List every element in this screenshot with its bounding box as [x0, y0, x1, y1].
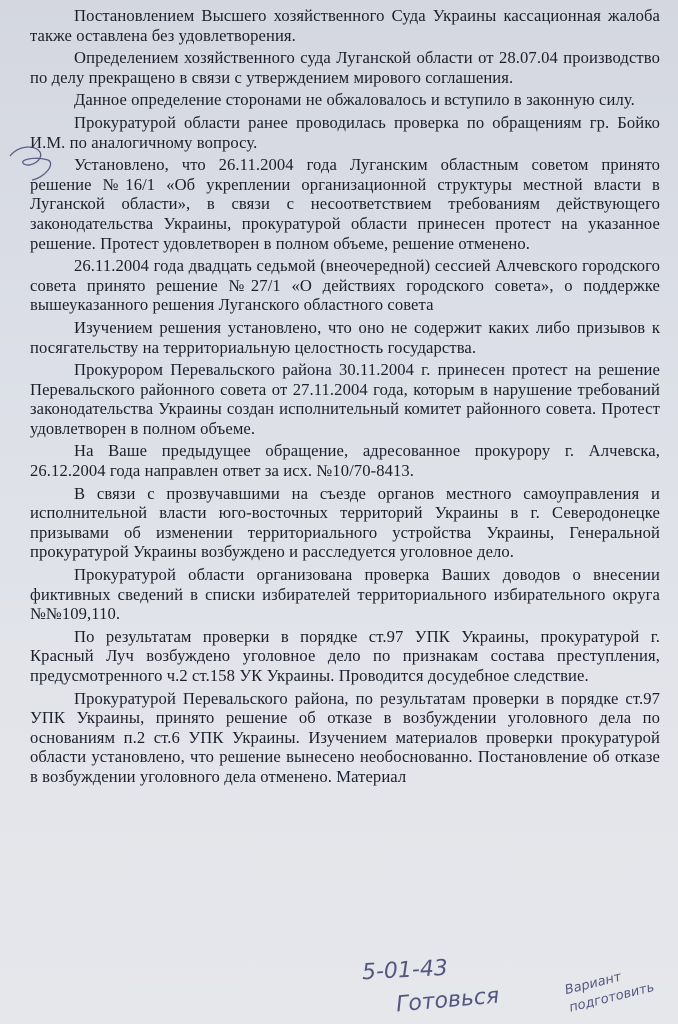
paragraph-3: Данное определение сторонами не обжаловалось и вступило в законную силу. [74, 90, 635, 110]
handwritten-code: 5-01-43 [361, 955, 449, 986]
handwritten-side-note: Вариант подготовить [563, 969, 656, 1016]
margin-signature-mark [4, 138, 76, 186]
paragraph-12: По результатам проверки в порядке ст.97 УПК Украины, прокуратурой г. Красный Луч возбуждено уголовное дело по признакам состава преступления, предусмотренного ч.2 ст.158 УК Украины. Проводится досудебное следствие. [30, 626, 660, 685]
paragraph-7: Изучением решения установлено, что оно не содержит каких либо призывов к посягательству на территориальную целостность государства. [30, 317, 660, 357]
paragraph-5: Установлено, что 26.11.2004 года Луганским областным советом принято решение №16/1 «Об укреплении организационной структуры местной власти в Луганской области», в связи с несоответствием требованиям действующего законодательства Украины, прокуратурой области принесен протест на указанное решение. Протест удовлетворен в полном объеме, решение отменено. [30, 155, 660, 253]
paragraph-2: Определением хозяйственного суда Луганской области от 28.07.04 производство по делу прекращено в связи с утверждением мирового соглашения. [30, 48, 660, 87]
paragraph-10: В связи с прозвучавшими на съезде органов местного самоуправления и исполнительной власти юго-восточных территорий Украины в г. Северодонецке призывами об изменении территориального устройства Украины, Генеральной прокуратурой Украины возбуждено и расследуется уголовное дело. [30, 483, 660, 562]
paragraph-11: Прокуратурой области организована проверка Ваших доводов о внесении фиктивных сведений в списки избирателей территориального избирательного округа №№109,110. [30, 565, 660, 624]
paragraph-6: 26.11.2004 года двадцать седьмой (внеочередной) сессией Алчевского городского совета принято решение №27/1 «О действиях городского совета», о поддержке вышеуказанного решения Луганского областного совета [30, 256, 660, 315]
paragraph-4: Прокуратурой области ранее проводилась проверка по обращениям гр. Бойко И.М. по аналогичному вопросу. [30, 112, 660, 152]
paragraph-13: Прокуратурой Перевальского района, по результатам проверки в порядке ст.97 УПК Украины, принято решение об отказе в возбуждении уголовного дела по основаниям п.2 ст.6 УПК Украины. Изучением материалов проверки прокуратурой области установлено, что решение вынесено необоснованно. Постановление об отказе в возбуждении уголовного дела отменено. Материал [30, 688, 660, 786]
paragraph-8: Прокурором Перевальского района 30.11.2004 г. принесен протест на решение Перевальского районного совета от 27.11.2004 года, которым в нарушение требований законодательства Украины создан исполнительный комитет районного совета. Протест удовлетворен в полном объеме. [30, 360, 660, 438]
handwritten-note: Готовься [395, 983, 501, 1018]
paragraph-9: На Ваше предыдущее обращение, адресованное прокурору г. Алчевска, 26.12.2004 года направлен ответ за исх. №10/70-8413. [30, 441, 660, 481]
paragraph-1: Постановлением Высшего хозяйственного Суда Украины кассационная жалоба также оставлена без удовлетворения. [30, 6, 660, 45]
